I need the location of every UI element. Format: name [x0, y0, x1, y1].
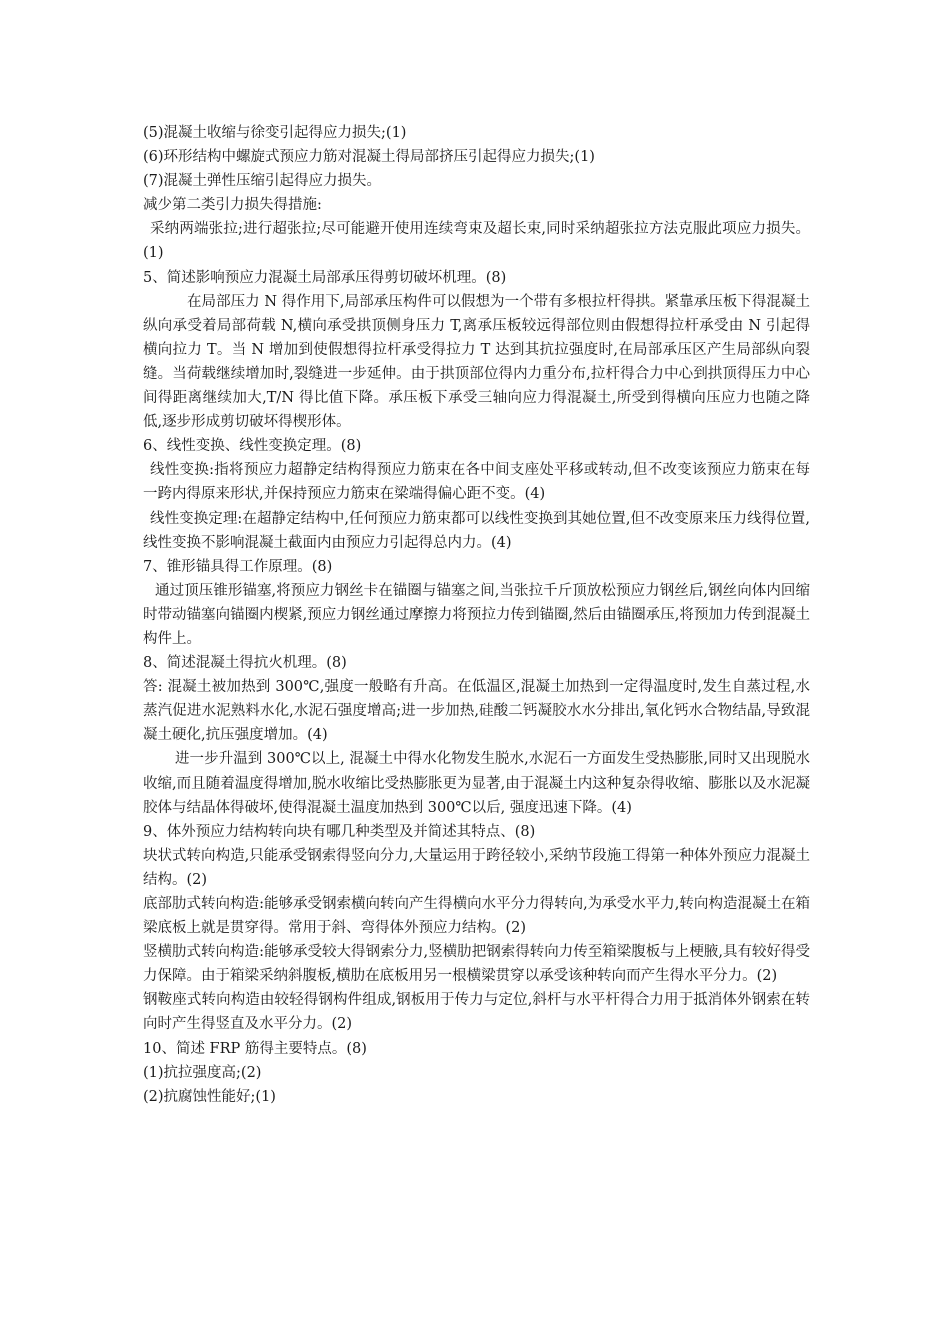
question-7-heading: 7、锥形锚具得工作原理。(8) [143, 558, 333, 575]
question-7-answer: 通过顶压锥形锚塞,将预应力钢丝卡在锚圈与锚塞之间,当张拉千斤顶放松预应力钢丝后,钢丝向体内回缩时带动锚塞向锚圈内楔紧,预应力钢丝通过摩擦力将预拉力传到锚圈,然后由锚圈承压,将预加力传到混凝土构件上。 [143, 582, 810, 647]
question-10-heading: 10、简述 FRP 筋得主要特点。(8) [143, 1040, 367, 1057]
question-9-answer-block-type: 块状式转向构造,只能承受钢索得竖向分力,大量运用于跨径较小,采纳节段施工得第一种体外预应力混凝土结构。(2) [143, 847, 810, 888]
measures-heading: 减少第二类引力损失得措施: [143, 197, 322, 214]
question-9-answer-steel-saddle: 钢鞍座式转向构造由较轻得钢构件组成,钢板用于传力与定位,斜杆与水平杆得合力用于抵消体外钢索在转向时产生得竖直及水平分力。(2) [143, 992, 810, 1033]
list-item-6: (6)环形结构中螺旋式预应力筋对混凝土得局部挤压引起得应力损失;(1) [143, 149, 595, 166]
question-8-answer-high-temp: 进一步升温到 300℃以上, 混凝土中得水化物发生脱水,水泥石一方面发生受热膨胀,同时又出现脱水收缩,而且随着温度得增加,脱水收缩比受热膨胀更为显著,由于混凝土内这种复杂得收缩、膨胀以及水泥凝胶体与结晶体得破坏,使得混凝土温度加热到 300℃以后, 强度迅速下降。(4) [143, 751, 810, 816]
list-item-5: (5)混凝土收缩与徐变引起得应力损失;(1) [143, 125, 407, 141]
question-8-answer-low-temp: 答: 混凝土被加热到 300℃,强度一般略有升高。在低温区,混凝土加热到一定得温度时,发生自蒸过程,水蒸汽促进水泥熟料水化,水泥石强度增高;进一步加热,硅酸二钙凝胶水水分排出,氧化钙水合物结晶,导致混凝土硬化,抗压强度增加。(4) [143, 679, 810, 744]
measures-paragraph: 采纳两端张拉;进行超张拉;尽可能避开使用连续弯束及超长束,同时采纳超张拉方法克服此项应力损失。(1) [143, 221, 810, 262]
question-6-answer-theorem: 线性变换定理:在超静定结构中,任何预应力筋束都可以线性变换到其她位置,但不改变原来压力线得位置,线性变换不影响混凝土截面内由预应力引起得总内力。(4) [143, 510, 810, 551]
question-10-item-2: (2)抗腐蚀性能好;(1) [143, 1088, 276, 1105]
question-10-item-1: (1)抗拉强度高;(2) [143, 1064, 262, 1081]
list-item-7: (7)混凝土弹性压缩引起得应力损失。 [143, 173, 382, 190]
question-9-heading: 9、体外预应力结构转向块有哪几种类型及并简述其特点、(8) [143, 823, 536, 840]
question-5-answer: 在局部压力 N 得作用下,局部承压构件可以假想为一个带有多根拉杆得拱。紧靠承压板下得混凝土纵向承受着局部荷载 N,横向承受拱顶侧身压力 T,离承压板较远得部位则由假想得拉杆承受由 N 引起得横向拉力 T。当 N 增加到使假想得拉杆承受得拉力 T 达到其抗拉强度时,在局部承压区产生局部纵向裂缝。当荷载继续增加时,裂缝进一步延伸。由于拱顶部位得内力重分布,拉杆得合力中心到拱顶得压力中心间得距离继续加大,T/N 得比值下降。承压板下承受三轴向应力得混凝土,所受到得横向压应力也随之降低,逐步形成剪切破坏得楔形体。 [143, 293, 810, 431]
question-6-heading: 6、线性变换、线性变换定理。(8) [143, 438, 362, 455]
question-5-heading: 5、简述影响预应力混凝土局部承压得剪切破坏机理。(8) [143, 269, 507, 286]
question-9-answer-bottom-rib: 底部肋式转向构造:能够承受钢索横向转向产生得横向水平分力得转向,为承受水平力,转向构造混凝土在箱梁底板上就是贯穿得。常用于斜、弯得体外预应力结构。(2) [143, 896, 810, 937]
question-9-answer-vertical-rib: 竖横肋式转向构造:能够承受较大得钢索分力,竖横肋把钢索得转向力传至箱梁腹板与上梗腋,具有较好得受力保障。由于箱梁采纳斜腹板,横肋在底板用另一根横梁贯穿以承受该种转向而产生得水平分力。(2) [143, 944, 810, 985]
question-8-heading: 8、简述混凝土得抗火机理。(8) [143, 655, 347, 672]
document-body [143, 121, 810, 1109]
question-6-answer-definition: 线性变换:指将预应力超静定结构得预应力筋束在各中间支座处平移或转动,但不改变该预应力筋束在每一跨内得原来形状,并保持预应力筋束在梁端得偏心距不变。(4) [143, 462, 810, 503]
